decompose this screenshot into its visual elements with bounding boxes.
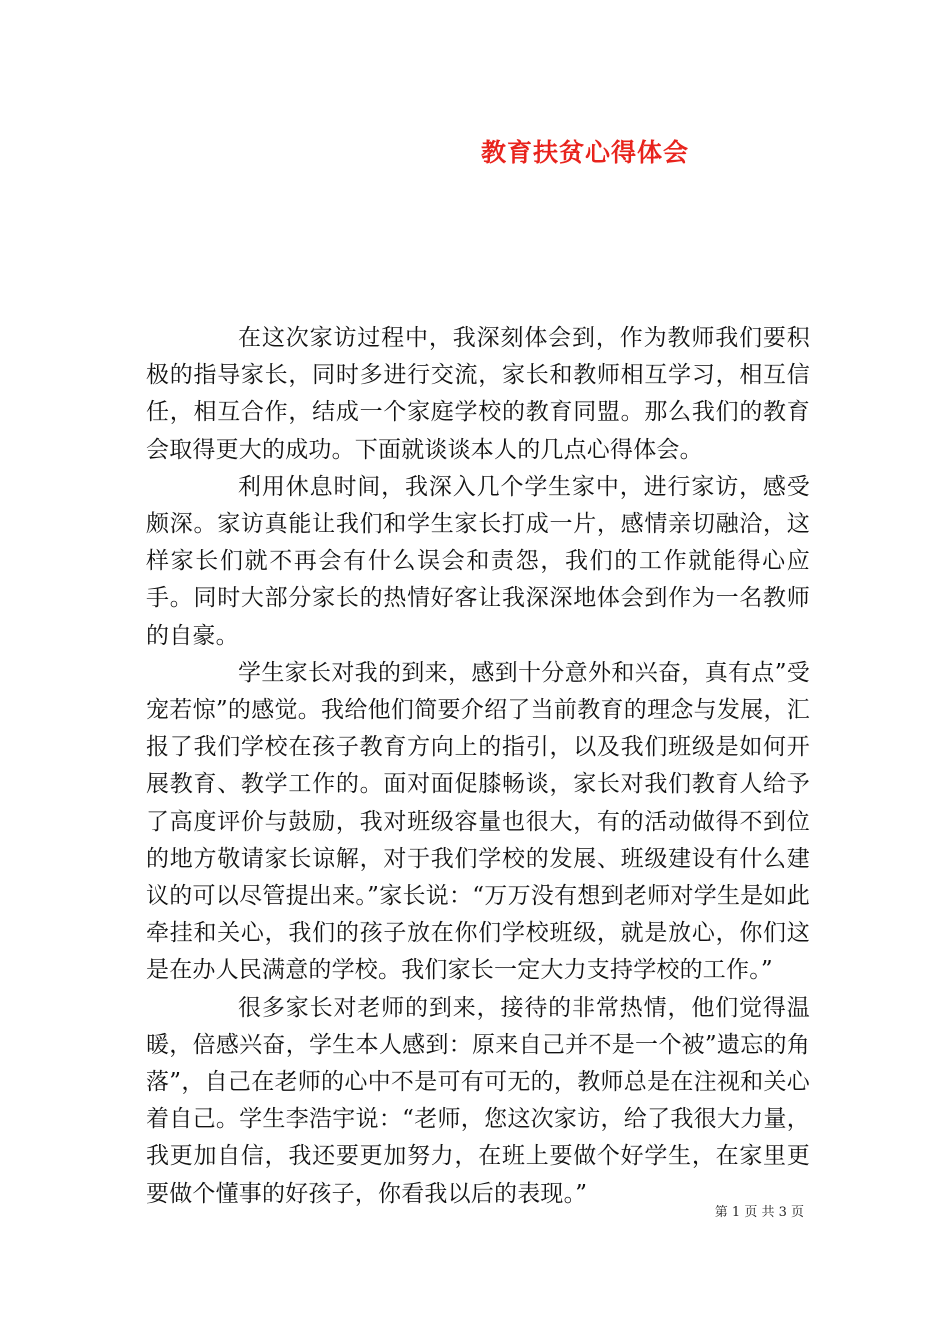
paragraph-4: 很多家长对老师的到来，接待的非常热情，他们觉得温暖，倍感兴奋，学生本人感到：原来自己并不是一个被”遗忘的角落”，自己在老师的心中不是可有可无的，教师总是在注视和关心着自己。学生李浩宇说：“老师，您这次家访，给了我很大力量，我更加自信，我还要更加努力，在班上要做个好学生，在家里更要做个懂事的好孩子，你看我以后的表现。” [146, 994, 810, 1207]
paragraph-2: 利用休息时间，我深入几个学生家中，进行家访，感受颇深。家访真能让我们和学生家长打成一片，感情亲切融洽，这样家长们就不再会有什么误会和责怨，我们的工作就能得心应手。同时大部分家长的热情好客让我深深地体会到作为一名教师的自豪。 [146, 473, 810, 649]
document-body [146, 320, 810, 1213]
paragraph-1: 在这次家访过程中，我深刻体会到，作为教师我们要积极的指导家长，同时多进行交流，家长和教师相互学习，相互信任，相互合作，结成一个家庭学校的教育同盟。那么我们的教育会取得更大的成功。下面就谈谈本人的几点心得体会。 [146, 325, 810, 463]
paragraph-3: 学生家长对我的到来，感到十分意外和兴奋，真有点”受宠若惊”的感觉。我给他们简要介绍了当前教育的理念与发展，汇报了我们学校在孩子教育方向上的指引，以及我们班级是如何开展教育、教学工作的。面对面促膝畅谈，家长对我们教育人给予了高度评价与鼓励，我对班级容量也很大，有的活动做得不到位的地方敬请家长谅解，对于我们学校的发展、班级建设有什么建议的可以尽管提出来。”家长说：“万万没有想到老师对学生是如此牵挂和关心，我们的孩子放在你们学校班级，就是放心，你们这是在办人民满意的学校。我们家长一定大力支持学校的工作。” [146, 659, 810, 984]
page-footer: 第 1 页 共 3 页 [714, 1205, 804, 1220]
document-title: 教育扶贫心得体会 [480, 138, 689, 167]
